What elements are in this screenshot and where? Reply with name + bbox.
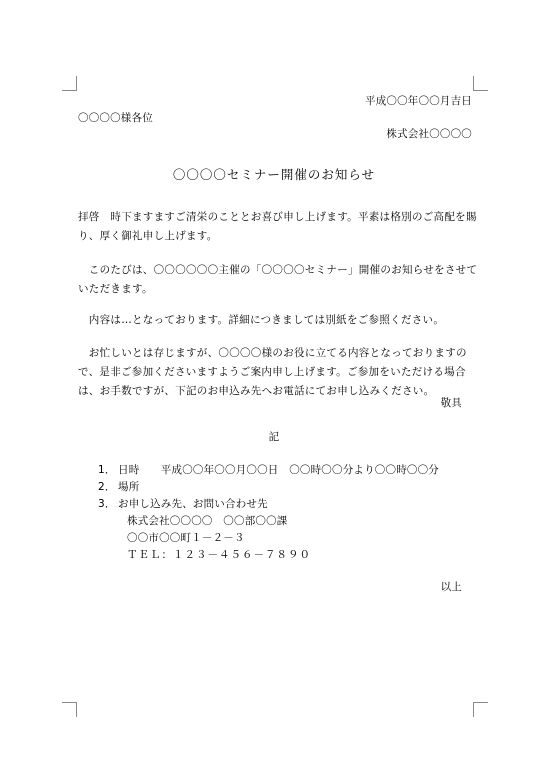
- body-paragraph-content: 内容は…となっております。詳細につきましては別紙をご参照ください。: [78, 314, 445, 326]
- item-datetime: 日時 平成〇〇年〇〇月〇〇日 〇〇時〇〇分より〇〇時〇〇分: [118, 464, 439, 476]
- body-paragraph-greeting: 拝啓 時下ますますご清栄のこととお喜び申し上げます。平素は格別のご高配を賜り、厚く御礼申し上げます。: [78, 211, 477, 242]
- contact-tel: ＴＥＬ：１２３－４５６－７８９０: [127, 549, 311, 561]
- body-paragraph-announcement: このたびは、〇〇〇〇〇〇主催の「〇〇〇〇セミナー」開催のお知らせをさせていただきます。: [78, 264, 478, 295]
- sender-line: 株式会社〇〇〇〇: [386, 128, 472, 140]
- contact-address: 〇〇市〇〇町１－２－３: [127, 532, 245, 544]
- page-title: 〇〇〇〇セミナー開催のお知らせ: [172, 167, 376, 182]
- contact-company: 株式会社〇〇〇〇 〇〇部〇〇課: [127, 515, 288, 527]
- item-number-3: 3．: [98, 498, 116, 510]
- item-contact: お申し込み先、お問い合わせ先: [118, 498, 268, 510]
- date-line: 平成〇〇年〇〇月吉日: [365, 95, 472, 107]
- body-paragraph-request: お忙しいとは存じますが、〇〇〇〇様のお役に立てる内容となっておりますので、是非ご参加くださいますようご案内申し上げます。ご参加をいただける場合は、お手数ですが、下記のお申込み先へお電話にてお申し込みください。: [78, 347, 467, 397]
- crop-mark-top-left: [62, 76, 77, 91]
- ki-heading: 記: [268, 431, 280, 443]
- item-place: 場所: [118, 481, 140, 493]
- item-number-2: 2．: [98, 481, 116, 493]
- item-number-1: 1．: [98, 464, 116, 476]
- closing-keigu: 敬具: [440, 397, 462, 409]
- crop-mark-top-right: [473, 76, 488, 91]
- recipient-line: 〇〇〇〇様各位: [78, 112, 153, 124]
- crop-mark-bottom-right: [473, 702, 488, 717]
- end-ijou: 以上: [440, 581, 462, 593]
- crop-mark-bottom-left: [62, 702, 77, 717]
